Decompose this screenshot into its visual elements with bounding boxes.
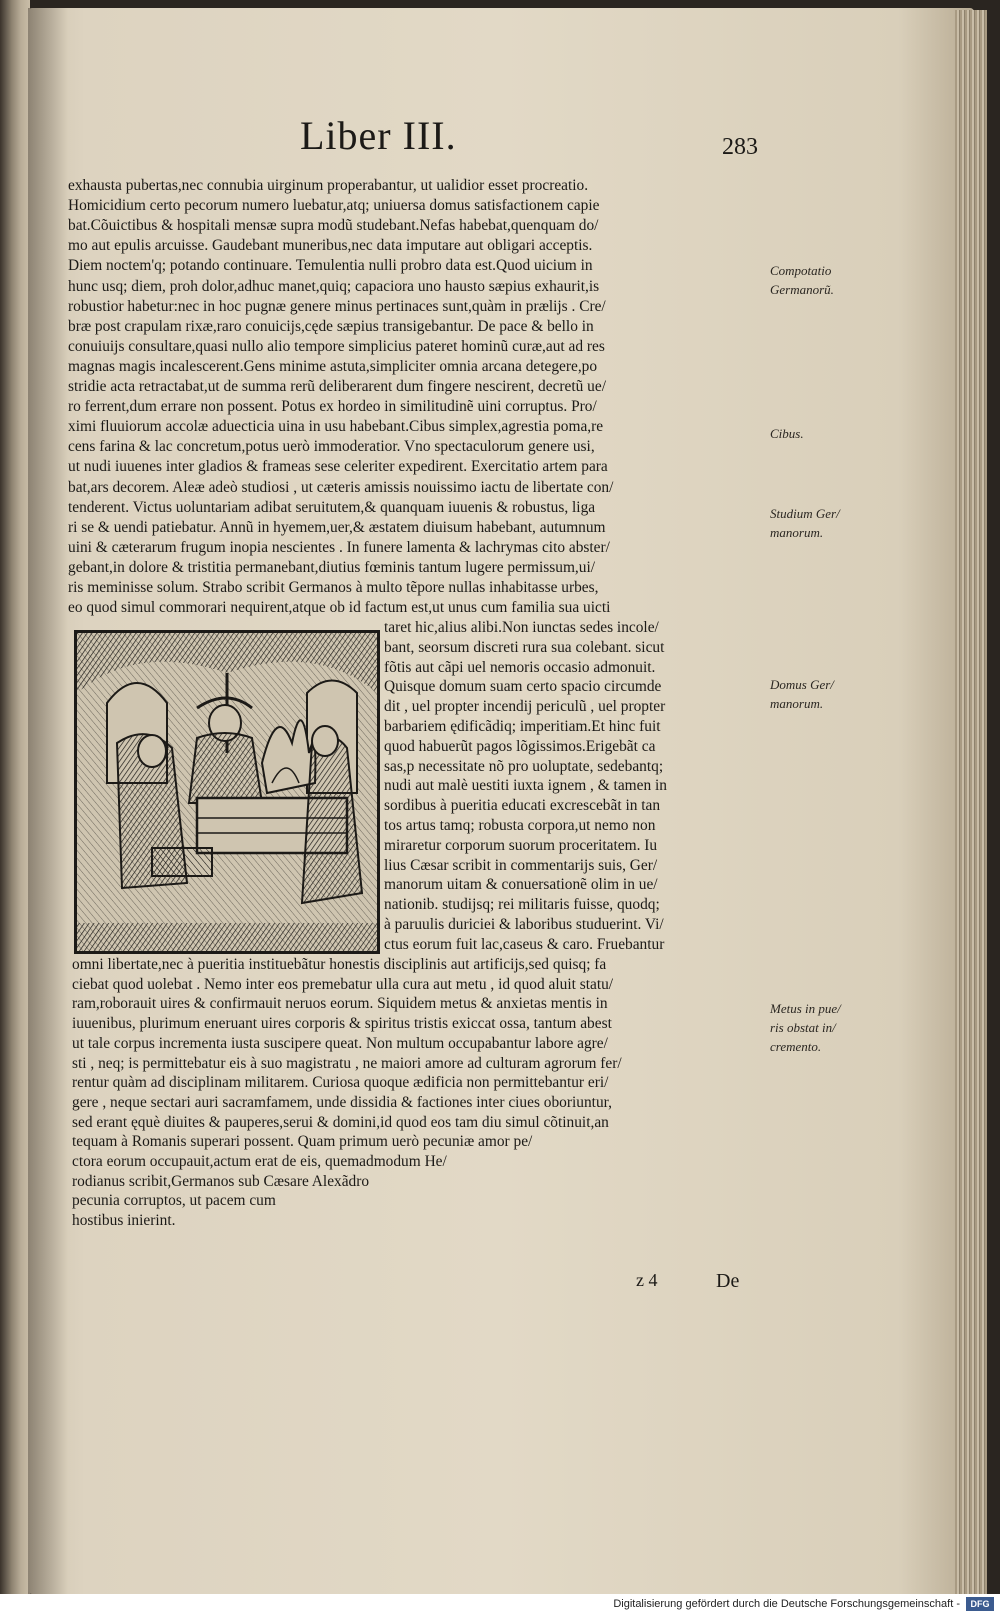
text-line: magnas magis incalescerent.Gens minime astuta,simpliciter omnia arcana detegere,po [68,357,598,375]
marginal-note: Studium Ger/ [770,506,840,521]
spine-shadow [28,8,68,1594]
text-line: sti , neq; is permittebatur eis à suo magistratu , ne maiori amore ad culturam agrorum fer/ [72,1054,622,1072]
page-edges [955,10,987,1594]
signature-mark: z 4 [636,1270,658,1290]
text-line: tos artus tamq; robusta corpora,ut nemo non [384,817,656,834]
text-line: conuiuijs consultare,quasi nullo alio tempore simplicius pateret hominũ curæ,aut ad res [68,337,605,355]
text-line: robustior habetur:nec in hoc pugnæ genere minus pertinaces sunt,quàm in prælijs . Cre/ [68,297,606,315]
text-line: mo aut epulis arcuisse. Gaudebant muneribus,nec data imputare aut obligari acceptis. [68,237,593,255]
text-line: lius Cæsar scribit in commentarijs suis, Ger/ [384,856,658,874]
text-line: ram,roborauit uires & confirmauit neruos eorum. Siquidem metus & anxietas mentis in [72,995,608,1013]
text-line: iuuenibus, plurimum eneruant uires corporis & spiritus tristis exiccat ossa, tantum abest [72,1015,612,1033]
woodcut-illustration [74,630,380,954]
text-line: uini & cæterarum frugum inopia nescientes . In funere lamenta & lachrymas cito abster/ [68,538,610,556]
text-line: bat,ars decorem. Aleæ adeò studiosi , ut cæteris amissis nouissimo iactu de libertate con/ [68,478,614,496]
marginal-note: cremento. [770,1039,822,1054]
footer-credit: Digitalisierung gefördert durch die Deutsche Forschungsgemeinschaft - [613,1598,960,1610]
marginal-note: manorum. [770,696,824,711]
catchword: De [716,1270,740,1292]
text-line: cens farina & lac concretum,potus uerò immoderatior. Vno spectaculorum genere usi, [68,438,595,456]
text-line: ctus eorum fuit lac,caseus & caro. Fruebantur [384,935,665,953]
text-line: Diem noctem'q; potando continuare. Temulentia nulli probro data est.Quod uicium in [68,257,593,275]
page-number: 283 [722,134,758,160]
text-line: bræ post crapulam rixæ,raro conuicijs,cęde sæpius transigebantur. De pace & bello in [68,317,594,335]
book-left-edge [0,0,30,1594]
text-line: exhausta pubertas,nec connubia uirginum properabantur, ut ualidior esset procreatio. [68,177,589,194]
text-line: taret hic,alius alibi.Non iunctas sedes incole/ [384,619,659,636]
marginal-note: Compotatio [770,263,832,278]
text-line: Homicidium certo pecorum numero luebatur,atq; uniuersa domus satisfactionem capie [68,197,600,215]
text-line: pecunia corruptos, ut pacem cum [72,1192,276,1210]
text-line: gebant,in dolore & tristitia permanebant,diutius fœminis tantum lugere permissum,ui/ [68,558,596,576]
text-line: sas,p necessitate nõ pro uoluptate, sedebantq; [384,757,664,775]
text-line: Quisque domum suam certo spacio circumde [384,678,662,696]
text-line: hostibus inierint. [72,1212,176,1230]
marginal-note: Cibus. [770,426,804,441]
text-line: stridie acta retractabat,ut de summa rerũ deliberarent dum fingere nescirent, decretũ ue/ [68,378,606,395]
text-line: sed erant ęquè diuites & pauperes,serui & domini,id quod eos tam diu simul cõtinuit,an [72,1113,609,1131]
woodcut-drawing [77,633,377,951]
text-line: fõtis aut cãpi uel nemoris occasio admonuit. [384,658,656,676]
text-line: tenderent. Victus uoluntariam adibat seruitutem,& quanquam iuuenis & robustus, liga [68,498,596,516]
text-line: nudi aut malè uestiti iuxta ignem , & tamen in [384,777,667,795]
text-line: quod habuerũt pagos lõgissimos.Erigebãt ca [384,737,656,755]
running-head: Liber III. [300,113,457,158]
text-line: ciebat quod uolebat . Nemo inter eos premebatur ulla cura aut metu , id quod aluit statu/ [72,975,614,993]
text-line: dit , uel propter incendij periculũ , uel propter [384,698,666,716]
text-line: miraretur corporum suorum proceritatem. Iu [384,836,658,854]
text-line: tequam à Romanis superari possent. Quam primum uerò pecuniæ amor pe/ [72,1133,533,1151]
marginal-note: Germanorũ. [770,282,834,297]
text-line: bat.Cõuictibus & hospitali mensæ supra modũ studebant.Nefas habebat,quenquam do/ [68,217,599,235]
marginal-note: Metus in pue/ [770,1001,841,1016]
text-line: à paruulis duriciei & laboribus studuerint. Vi/ [384,916,664,933]
text-line: nationib. studijsq; rei militaris fuisse, quodq; [384,896,660,914]
text-line: ris meminisse solum. Strabo scribit Germanos à multo tẽpore nullas inhabitasse urbes, [68,579,599,596]
text-line: ximi fluuiorum accolæ aduecticia uina in usu habebant.Cibus simplex,agrestia poma,re [68,418,604,436]
text-line: ro ferrent,dum errare non possent. Potus ex hordeo in similitudinẽ uini corruptus. Pro/ [68,398,597,416]
marginal-note: manorum. [770,525,824,540]
marginal-note: ris obstat in/ [770,1020,836,1035]
text-line: barbariem ędificãdiq; imperitiam.Et hinc fuit [384,718,661,735]
text-line: ut tale corpus incrementa iusta suscipere queat. Non multum occupabantur labore agre/ [72,1034,608,1052]
text-line: sordibus à pueritia educati excrescebãt in tan [384,797,661,815]
text-line: ri se & uendi patiebatur. Annũ in hyemem,uer,& æstatem diuisum habebant, autumnum [68,518,606,536]
text-line: hunc usq; diem, proh dolor,adhuc manet,quiq; capaciora uno hausto sæpius exhaurit,is [68,277,600,295]
text-line: rodianus scribit,Germanos sub Cæsare Alexãdro [72,1172,370,1190]
text-line: bant, seorsum discreti rura sua colebant. sicut [384,638,665,656]
text-line: ctora eorum occupauit,actum erat de eis, quemadmodum He/ [72,1153,447,1170]
marginal-note: Domus Ger/ [770,677,834,692]
text-line: ut nudi iuuenes inter gladios & frameas sese celeriter expedirent. Exercitatio artem para [68,458,608,476]
text-line: manorum uitam & conuersationẽ olim in ue/ [384,876,658,894]
text-line: gere , neque sectari auri sacramfamem, unde dissidia & factiones inter ciues oboriuntur, [72,1093,612,1111]
text-line: omni libertate,nec à pueritia instituebãtur honestis disciplinis aut artificijs,sed quisq; fa [72,956,607,973]
text-line: rentur quàm ad disciplinam militarem. Curiosa quoque ædificia non permittebantur eri/ [72,1074,609,1092]
text-line: eo quod simul commorari nequirent,atque ob id factum est,ut unus cum familia sua uicti [68,599,611,617]
dfg-logo: DFG [966,1597,994,1611]
